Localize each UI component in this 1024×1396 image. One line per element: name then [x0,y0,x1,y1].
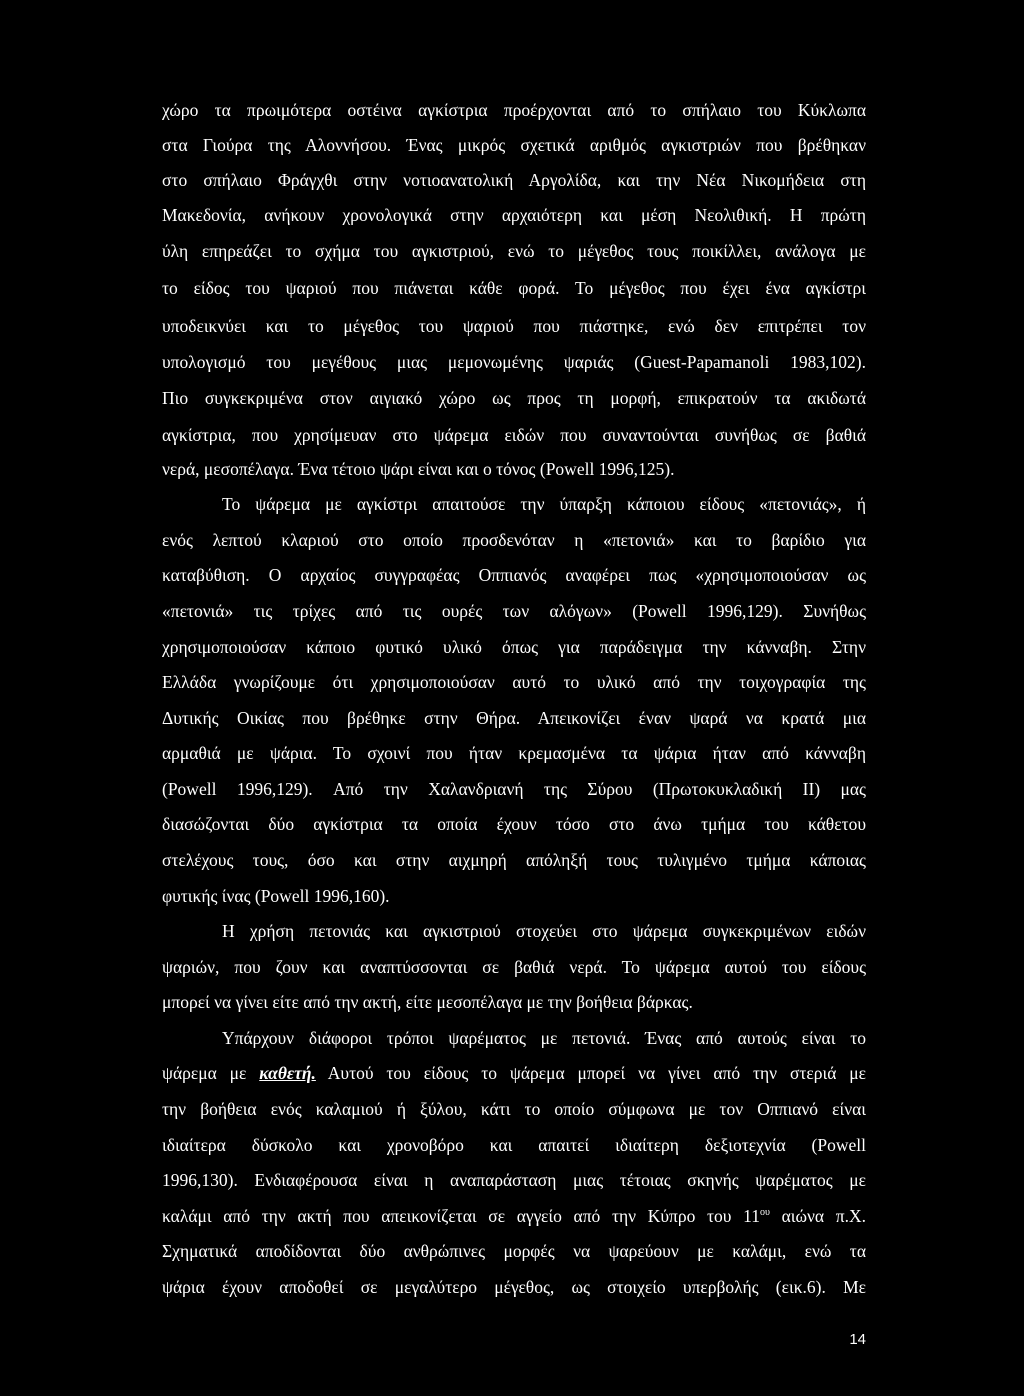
text-line: στα Γιούρα της Αλοννήσου. Ένας μικρός σχετικά αριθμός αγκιστριών που βρέθηκαν [162,135,866,155]
text-line: Υπάρχουν διάφοροι τρόποι ψαρέματος με πετονιά. Ένας από αυτούς είναι το [222,1028,866,1048]
text-line: (Powell 1996,129). Από την Χαλανδριανή της Σύρου (Πρωτοκυκλαδική ΙΙ) μας [162,779,866,799]
text-line [162,1056,866,1090]
text-line: υπολογισμό του μεγέθους μιας μεμονωμένης ψαριάς (Guest-Papamanoli 1983,102). [162,352,866,372]
text-line: μπορεί να γίνει είτε από την ακτή, είτε μεσοπέλαγα με την βοήθεια βάρκας. [162,992,693,1012]
text-line: το είδος του ψαριού που πιάνεται κάθε φορά. Το μέγεθος που έχει ένα αγκίστρι [162,278,866,298]
text-line: καταβύθιση. Ο αρχαίος συγγραφέας Οππιανός αναφέρει πως «χρησιμοποιούσαν ως [162,565,866,585]
text-line: ενός λεπτού κλαριού στο οποίο προσδενόταν η «πετονιά» και το βαρίδιο για [162,530,866,550]
text-line: φυτικής ίνας (Powell 1996,160). [162,886,390,906]
text-line: χώρο τα πρωιμότερα οστέινα αγκίστρια προέρχονται από το σπήλαιο του Κύκλωπα [162,100,866,120]
text-line: αρμαθιά με ψάρια. Το σχοινί που ήταν κρεμασμένα τα ψάρια ήταν από κάνναβη [162,743,866,763]
text-line: ψαριών, που ζουν και αναπτύσσονται σε βαθιά νερά. Το ψάρεμα αυτού του είδους [162,957,866,977]
text-line: την βοήθεια ενός καλαμιού ή ξύλου, κάτι το οποίο σύμφωνα με τον Οππιανό είναι [162,1099,866,1119]
text-run: ψάρεμα με [162,1063,260,1083]
text-line [162,1199,866,1233]
text-line: Μακεδονία, ανήκουν χρονολογικά στην αρχαιότερη και μέση Νεολιθική. Η πρώτη [162,205,866,225]
text-line: Δυτικής Οικίας που βρέθηκε στην Θήρα. Απεικονίζει έναν ψαρά να κρατά μια [162,708,866,728]
text-line: ιδιαίτερα δύσκολο και χρονοβόρο και απαιτεί ιδιαίτερη δεξιοτεχνία (Powell [162,1135,866,1155]
text-line: στελέχους τους, όσο και στην αιχμηρή απόληξή τους τυλιγμένο τμήμα κάποιας [162,850,866,870]
text-line: «πετονιά» τις τρίχες από τις ουρές των αλόγων» (Powell 1996,129). Συνήθως [162,601,866,621]
text-line: στο σπήλαιο Φράγχθι στην νοτιοανατολική Αργολίδα, και την Νέα Νικομήδεια στη [162,170,866,190]
emphasized-term: καθετή. [259,1063,316,1083]
text-line: διασώζονται δύο αγκίστρια τα οποία έχουν τόσο στο άνω τμήμα του κάθετου [162,814,866,834]
text-line: Σχηματικά αποδίδονται δύο ανθρώπινες μορφές να ψαρεύουν με καλάμι, ενώ τα [162,1241,866,1261]
superscript: ου [760,1207,770,1218]
text-run: Αυτού του είδους το ψάρεμα μπορεί να γίνει από την στεριά με [315,1063,866,1083]
text-line: αγκίστρια, που χρησίμευαν στο ψάρεμα ειδών που συναντούνται συνήθως σε βαθιά [162,425,866,445]
text-line: Η χρήση πετονιάς και αγκιστριού στοχεύει στο ψάρεμα συγκεκριμένων ειδών [222,921,866,941]
text-line: Ελλάδα γνωρίζουμε ότι χρησιμοποιούσαν αυτό το υλικό από την τοιχογραφία της [162,672,866,692]
text-line: Το ψάρεμα με αγκίστρι απαιτούσε την ύπαρξη κάποιου είδους «πετονιάς», ή [222,494,866,514]
text-line: 1996,130). Ενδιαφέρουσα είναι η αναπαράσταση μιας τέτοιας σκηνής ψαρέματος με [162,1170,866,1190]
text-line: υποδεικνύει και το μέγεθος του ψαριού που πιάστηκε, ενώ δεν επιτρέπει τον [162,316,866,336]
text-line: ψάρια έχουν αποδοθεί σε μεγαλύτερο μέγεθος, ως στοιχείο υπερβολής (εικ.6). Με [162,1277,866,1297]
text-line: χρησιμοποιούσαν κάποιο φυτικό υλικό όπως για παράδειγμα την κάνναβη. Στην [162,637,866,657]
text-line: Πιο συγκεκριμένα στον αιγιακό χώρο ως προς τη μορφή, επικρατούν τα ακιδωτά [162,388,866,408]
text-run: καλάμι από την ακτή που απεικονίζεται σε αγγείο από την Κύπρο του 11 [162,1206,760,1226]
text-run: αιώνα π.Χ. [769,1206,866,1226]
text-line: νερά, μεσοπέλαγα. Ένα τέτοιο ψάρι είναι και ο τόνος (Powell 1996,125). [162,459,675,479]
text-line: ύλη επηρεάζει το σχήμα του αγκιστριού, ενώ το μέγεθος τους ποικίλλει, ανάλογα με [162,241,866,261]
page-number: 14 [849,1331,866,1348]
